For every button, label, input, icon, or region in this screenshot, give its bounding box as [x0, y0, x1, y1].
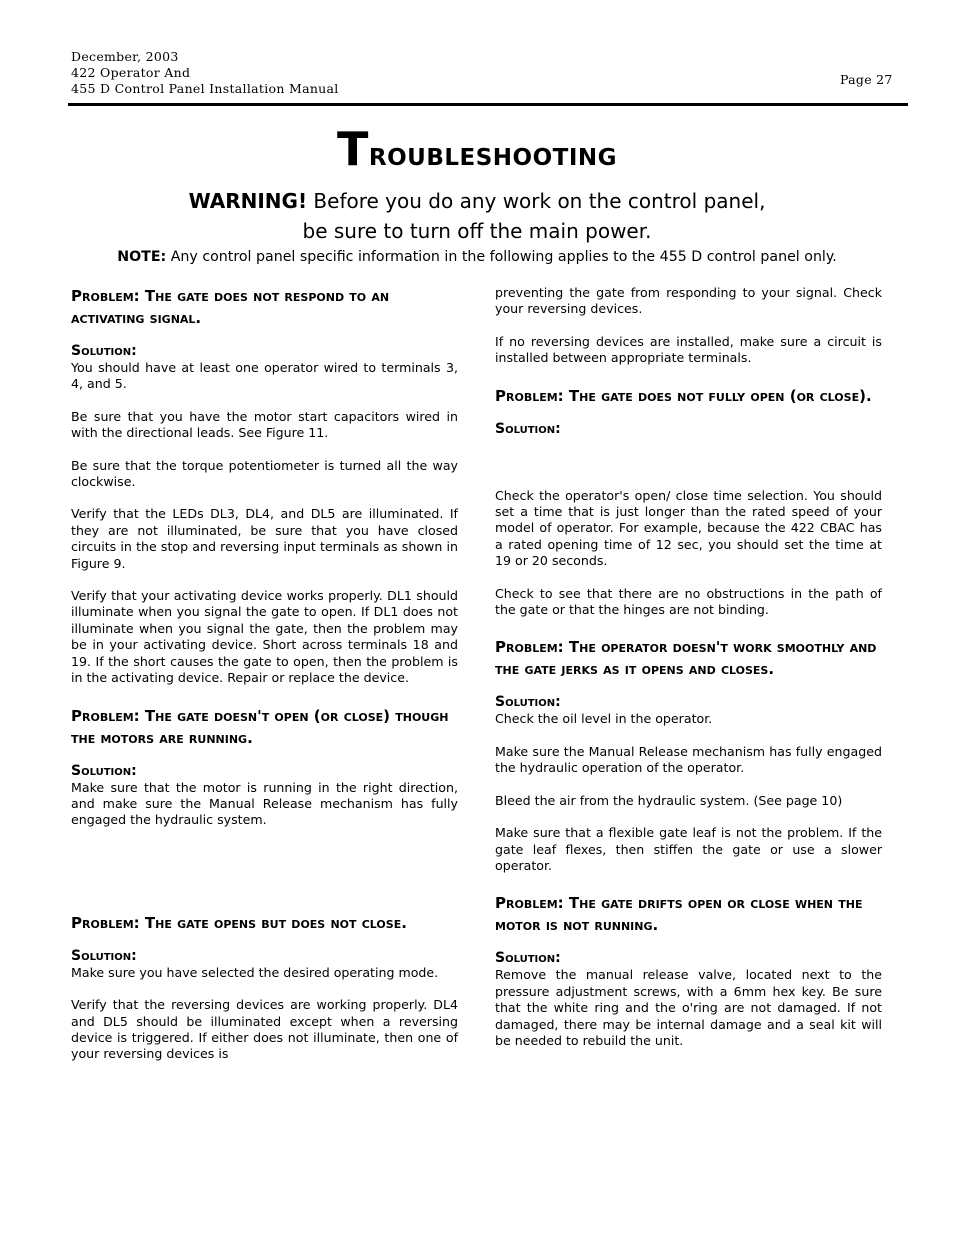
page-title-initial: T [336, 122, 369, 176]
page-title-rest: roubleshooting [368, 134, 618, 173]
solution-paragraph: Be sure that you have the motor start capacitors wired in with the directional leads. See Figure 11. [71, 408, 458, 441]
solution-paragraph: Verify that the reversing devices are working properly. DL4 and DL5 should be illuminated except when a reversing device is triggered. If either does not illuminate, then one of your reversing devices is [71, 997, 458, 1062]
header-manual-title: 455 D Control Panel Installation Manual [71, 81, 339, 96]
solution-paragraph: Make sure you have selected the desired operating mode. [71, 964, 439, 980]
header-product: 422 Operator And [71, 65, 191, 80]
solution-paragraph: If no reversing devices are installed, make sure a circuit is installed between appropriate terminals. [495, 333, 882, 366]
solution-heading: Solution: [495, 694, 561, 711]
solution-paragraph: Check the oil level in the operator. [495, 711, 713, 727]
solution-heading: Solution: [71, 947, 137, 964]
page-number: Page 27 [840, 72, 893, 87]
warning-line-1: Before you do any work on the control panel, [307, 189, 766, 213]
warning-banner [0, 186, 954, 246]
problem-heading: Problem: The gate does not respond to an activating signal. [71, 287, 390, 327]
header-rule [68, 103, 908, 106]
note-text: Any control panel specific information in the following applies to the 455 D control panel only. [166, 249, 837, 265]
solution-paragraph: Make sure that the motor is running in the right direction, and make sure the Manual Release mechanism has fully engaged the hydraulic system. [71, 779, 458, 828]
solution-paragraph: Verify that your activating device works properly. DL1 should illuminate when you signal the gate to open. If DL1 does not illuminate when you signal the gate, then the problem may be in your activating device. Short across terminals 18 and 19. If the short causes the gate to open, then the problem is in the activating device. Repair or replace the device. [71, 588, 458, 686]
problem-heading: Problem: The gate drifts open or close when the motor is not running. [495, 894, 863, 935]
note-label: NOTE: [117, 249, 167, 265]
problem-heading: Problem: The gate doesn't open (or close) though the motors are running. [71, 706, 449, 747]
solution-paragraph: Make sure the Manual Release mechanism has fully engaged the hydraulic operation of the operator. [495, 743, 882, 776]
solution-heading: Solution: [71, 762, 137, 779]
solution-paragraph: Remove the manual release valve, located next to the pressure adjustment screws, with a 6mm hex key. Be sure that the white ring and the o'ring are not damaged. If not damaged, there may be internal damage and a seal kit will be needed to rebuild the unit. [495, 967, 882, 1048]
left-column [71, 285, 458, 1079]
solution-paragraph: You should have at least one operator wired to terminals 3, 4, and 5. [71, 360, 458, 392]
note [0, 249, 954, 265]
solution-paragraph: Bleed the air from the hydraulic system. (See page 10) [495, 792, 843, 808]
page-title [0, 122, 954, 176]
solution-paragraph: Check to see that there are no obstructions in the path of the gate or that the hinges are not binding. [495, 585, 882, 618]
solution-paragraph: preventing the gate from responding to your signal. Check your reversing devices. [495, 285, 882, 317]
header-date: December, 2003 [71, 49, 179, 64]
solution-heading: Solution: [495, 950, 561, 967]
solution-paragraph: Check the operator's open/ close time selection. You should set a time that is just longer than the rated speed of your model of operator. For example, because the 422 CBAC has a rated opening time of 12 sec, you should set the time at 19 or 20 seconds. [495, 487, 882, 569]
solution-heading: Solution: [71, 343, 137, 359]
right-column [495, 285, 882, 1065]
solution-paragraph: Make sure that a flexible gate leaf is not the problem. If the gate leaf flexes, then stiffen the gate or use a slower operator. [495, 825, 882, 873]
solution-paragraph: Verify that the LEDs DL3, DL4, and DL5 are illuminated. If they are not illuminated, be sure that you have closed circuits in the stop and reversing input terminals as shown in Figure 9. [71, 506, 458, 571]
problem-heading: Problem: The gate does not fully open (or close). [495, 386, 872, 405]
warning-line-2: be sure to turn off the main power. [302, 219, 652, 243]
solution-paragraph: Be sure that the torque potentiometer is turned all the way clockwise. [71, 457, 458, 490]
problem-heading: Problem: The gate opens but does not close. [71, 913, 407, 932]
problem-heading: Problem: The operator doesn't work smoothly and the gate jerks as it opens and closes. [495, 638, 877, 679]
document-header [71, 49, 339, 97]
warning-label: WARNING! [188, 189, 308, 213]
solution-heading: Solution: [495, 420, 561, 437]
